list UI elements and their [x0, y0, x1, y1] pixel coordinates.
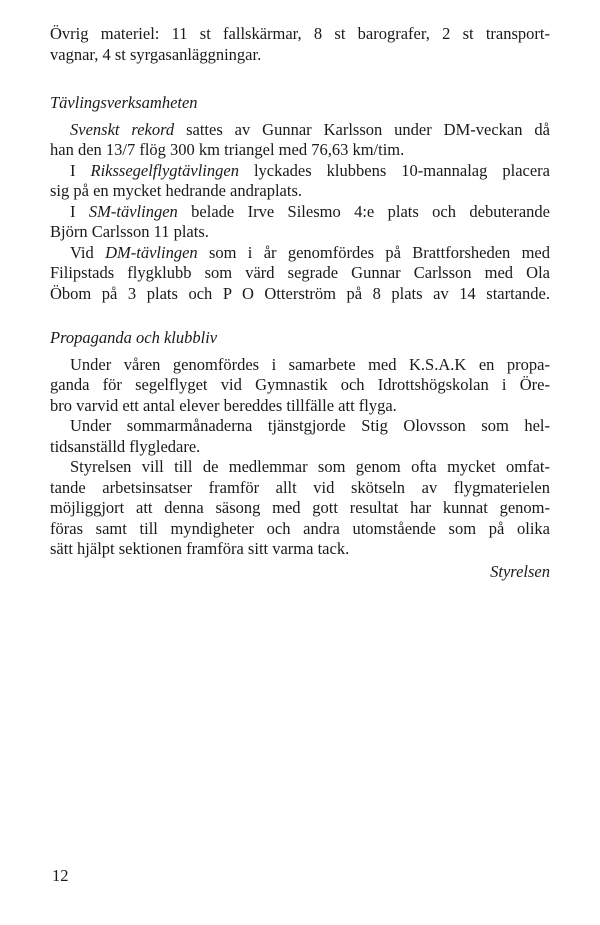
paragraph-rikssegelflyg — [50, 161, 550, 202]
text-line: Björn Carlsson 11 plats. — [50, 222, 209, 241]
text-span: sattes av Gunnar Karlsson under DM-veckan då — [174, 119, 550, 139]
paragraph-sm-tavlingen — [50, 202, 550, 243]
page-number: 12 — [52, 866, 69, 885]
emphasis: Svenskt rekord — [70, 119, 175, 139]
text-line: föras samt till myndigheter och andra utomstående som på olika — [50, 518, 550, 538]
text-line: Öbom på 3 plats och P O Otterström på 8 plats av 14 startande. — [50, 283, 550, 303]
text-line: bro varvid ett antal elever bereddes tillfälle att flyga. — [50, 395, 397, 415]
paragraph-propaganda — [50, 355, 550, 417]
text-line: möjliggjort att denna säsong med gott resultat har kunnat genom- — [50, 498, 550, 517]
emphasis: Rikssegelflygtävlingen — [90, 160, 239, 180]
text-line — [50, 202, 550, 223]
text-line: tande arbetsinsatser framför allt vid skötseln av flygmaterielen — [50, 477, 550, 497]
paragraph-tack — [50, 457, 550, 560]
emphasis: DM-tävlingen — [105, 242, 198, 262]
text-line: Styrelsen vill till de medlemmar som genom ofta mycket omfat- — [70, 457, 550, 476]
text-line: han den 13/7 flög 300 km triangel med 76,63 km/tim. — [50, 140, 405, 159]
text-line: tidsanställd flygledare. — [50, 436, 201, 456]
text-span: I — [70, 201, 89, 221]
paragraph-dm-tavlingen — [50, 243, 550, 305]
text-line — [50, 243, 550, 264]
paragraph-svenskt-rekord — [50, 120, 550, 161]
text-span: lyckades klubbens 10-mannalag placera — [238, 160, 551, 180]
emphasis: SM-tävlingen — [88, 201, 178, 221]
text-line — [50, 120, 550, 141]
text-span: I — [70, 160, 91, 180]
intro-paragraph — [50, 24, 550, 65]
text-line: Under våren genomfördes i samarbete med K.S.A.K en propa- — [70, 354, 550, 374]
signature: Styrelsen — [490, 561, 550, 581]
text-line — [50, 161, 550, 182]
paragraph-flygledare — [50, 416, 550, 457]
section-heading-tavlingsverksamheten: Tävlingsverksamheten — [50, 93, 198, 112]
text-line: ganda för segelflyget vid Gymnastik och Idrottshögskolan i Öre- — [50, 375, 550, 394]
text-line: Under sommarmånaderna tjänstgjorde Stig Olovsson som hel- — [70, 416, 550, 435]
page-body — [50, 24, 550, 582]
text-span: Vid — [70, 242, 106, 262]
text-line: Övrig materiel: 11 st fallskärmar, 8 st barografer, 2 st transport- — [50, 24, 550, 43]
text-line: sätt hjälpt sektionen framföra sitt varma tack. — [50, 539, 350, 558]
text-line: sig på en mycket hedrande andraplats. — [50, 181, 302, 200]
text-span: belade Irve Silesmo 4:e plats och debuterande — [177, 201, 551, 221]
text-line: vagnar, 4 st syrgasanläggningar. — [50, 44, 262, 64]
text-span: som i år genomfördes på Brattforsheden med — [197, 242, 550, 262]
text-line: Filipstads flygklubb som värd segrade Gunnar Carlsson med Ola — [50, 263, 550, 282]
section-heading-propaganda: Propaganda och klubbliv — [50, 328, 218, 347]
